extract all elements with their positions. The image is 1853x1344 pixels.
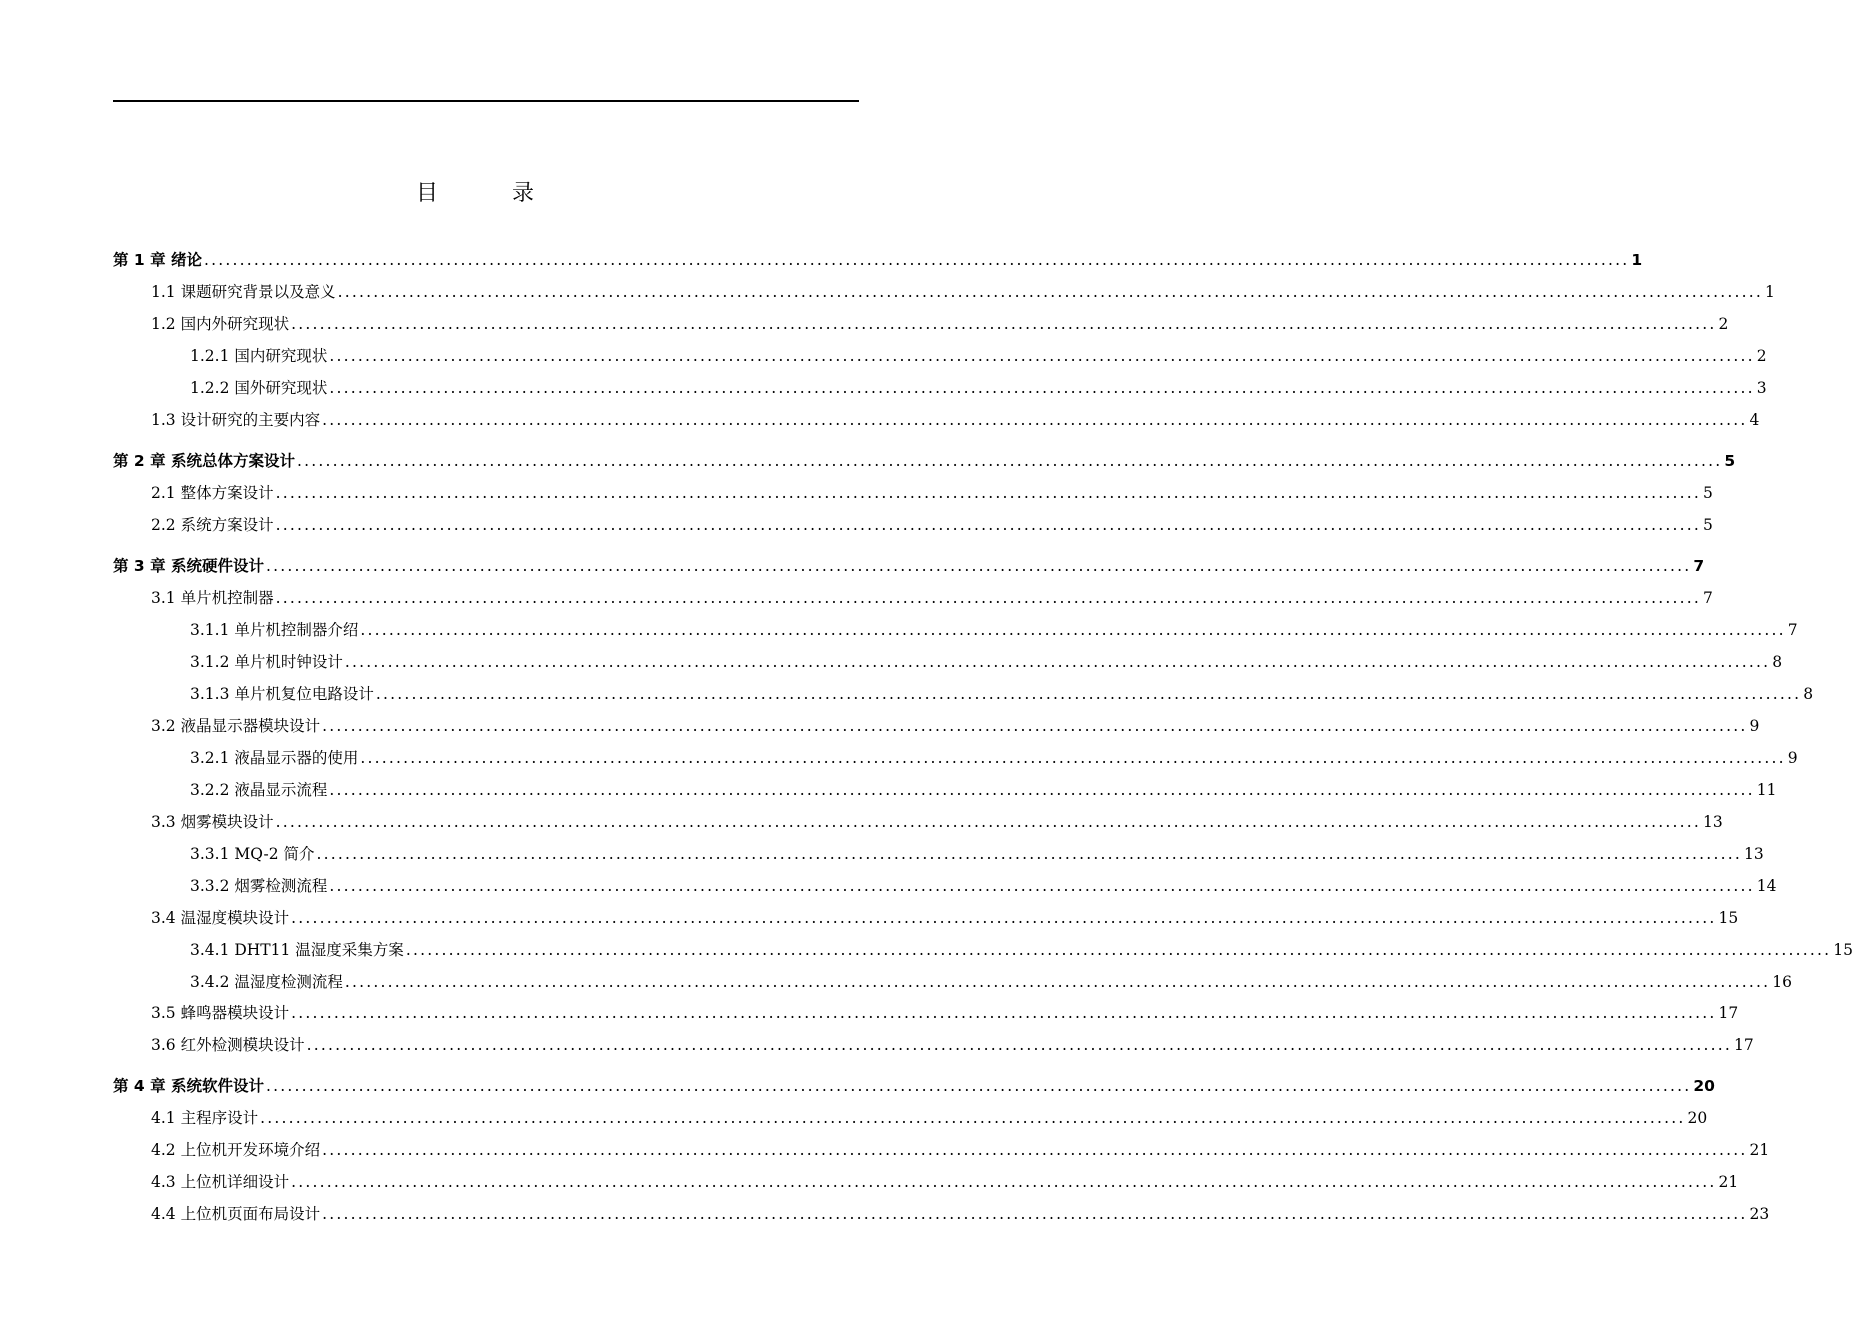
toc-entry-label: 4.1 主程序设计 bbox=[151, 1109, 259, 1127]
toc-page-number: 20 bbox=[1687, 1109, 1708, 1127]
toc-section-entry[interactable] bbox=[151, 907, 1739, 929]
toc-dot-leader: ........................................................................................................................................................................................................ bbox=[375, 685, 1802, 703]
toc-entry-label: 3.4.2 温湿度检测流程 bbox=[190, 973, 343, 991]
toc-entry-label: 第 2 章 系统总体方案设计 bbox=[113, 452, 295, 470]
toc-section-entry[interactable] bbox=[190, 683, 1814, 705]
toc-section-entry[interactable] bbox=[151, 1203, 1770, 1225]
toc-chapter-entry[interactable] bbox=[113, 1075, 1715, 1097]
toc-dot-leader: ........................................................................................................................................................................................................ bbox=[329, 781, 1755, 799]
toc-dot-leader: ........................................................................................................................................................................................................ bbox=[296, 452, 1723, 470]
toc-section-entry[interactable] bbox=[151, 1139, 1770, 1161]
toc-entry-label: 1.2.2 国外研究现状 bbox=[190, 379, 328, 397]
toc-section-entry[interactable] bbox=[190, 619, 1798, 641]
toc-page-number: 20 bbox=[1693, 1077, 1715, 1095]
toc-page-number: 21 bbox=[1718, 1173, 1739, 1191]
toc-entry-label: 第 3 章 系统硬件设计 bbox=[113, 557, 264, 575]
toc-page-number: 15 bbox=[1718, 909, 1739, 927]
toc-page-number: 7 bbox=[1787, 621, 1798, 639]
toc-page-number: 2 bbox=[1756, 347, 1767, 365]
toc-section-entry[interactable] bbox=[151, 409, 1760, 431]
toc-page-number: 17 bbox=[1718, 1004, 1739, 1022]
toc-section-entry[interactable] bbox=[190, 843, 1764, 865]
toc-section-entry[interactable] bbox=[151, 1002, 1739, 1024]
toc-dot-leader: ........................................................................................................................................................................................................ bbox=[203, 251, 1630, 269]
toc-page-number: 21 bbox=[1749, 1141, 1770, 1159]
toc-section-entry[interactable] bbox=[151, 587, 1713, 609]
toc-section-entry[interactable] bbox=[151, 313, 1729, 335]
toc-dot-leader: ........................................................................................................................................................................................................ bbox=[275, 484, 1701, 502]
toc-chapter-entry[interactable] bbox=[113, 555, 1705, 577]
toc-page-number: 7 bbox=[1693, 557, 1705, 575]
toc-entry-label: 3.6 红外检测模块设计 bbox=[151, 1036, 305, 1054]
toc-page-number: 13 bbox=[1743, 845, 1764, 863]
toc-section-entry[interactable] bbox=[190, 939, 1853, 961]
toc-dot-leader: ........................................................................................................................................................................................................ bbox=[291, 315, 1717, 333]
toc-dot-leader: ........................................................................................................................................................................................................ bbox=[337, 283, 1763, 301]
toc-page-number: 8 bbox=[1772, 653, 1783, 671]
toc-entry-label: 3.1 单片机控制器 bbox=[151, 589, 274, 607]
toc-entry-label: 4.4 上位机页面布局设计 bbox=[151, 1205, 321, 1223]
toc-entry-label: 3.1.3 单片机复位电路设计 bbox=[190, 685, 374, 703]
toc-page-number: 8 bbox=[1803, 685, 1814, 703]
toc-entry-label: 3.1.1 单片机控制器介绍 bbox=[190, 621, 359, 639]
toc-dot-leader: ........................................................................................................................................................................................................ bbox=[275, 589, 1701, 607]
toc-title: 目 录 bbox=[415, 181, 560, 206]
toc-entry-label: 3.2.2 液晶显示流程 bbox=[190, 781, 328, 799]
toc-dot-leader: ........................................................................................................................................................................................................ bbox=[329, 877, 1755, 895]
toc-entry-label: 1.2.1 国内研究现状 bbox=[190, 347, 328, 365]
toc-page-number: 4 bbox=[1749, 411, 1760, 429]
toc-entry-label: 3.3.2 烟雾检测流程 bbox=[190, 877, 328, 895]
toc-page-number: 17 bbox=[1733, 1036, 1754, 1054]
toc-section-entry[interactable] bbox=[151, 482, 1713, 504]
toc-dot-leader: ........................................................................................................................................................................................................ bbox=[260, 1109, 1686, 1127]
toc-entry-label: 1.2 国内外研究现状 bbox=[151, 315, 290, 333]
toc-dot-leader: ........................................................................................................................................................................................................ bbox=[291, 1004, 1717, 1022]
toc-dot-leader: ........................................................................................................................................................................................................ bbox=[291, 1173, 1717, 1191]
toc-entry-label: 3.2 液晶显示器模块设计 bbox=[151, 717, 321, 735]
toc-entry-label: 1.1 课题研究背景以及意义 bbox=[151, 283, 336, 301]
toc-chapter-entry[interactable] bbox=[113, 450, 1736, 472]
toc-section-entry[interactable] bbox=[190, 971, 1793, 993]
toc-dot-leader: ........................................................................................................................................................................................................ bbox=[265, 1077, 1692, 1095]
toc-dot-leader: ........................................................................................................................................................................................................ bbox=[322, 1205, 1748, 1223]
toc-section-entry[interactable] bbox=[151, 811, 1723, 833]
toc-entry-label: 1.3 设计研究的主要内容 bbox=[151, 411, 321, 429]
toc-section-entry[interactable] bbox=[190, 651, 1783, 673]
toc-page-number: 5 bbox=[1724, 452, 1736, 470]
toc-entry-label: 3.4.1 DHT11 温湿度采集方案 bbox=[190, 941, 404, 959]
toc-page-number: 7 bbox=[1702, 589, 1713, 607]
toc-section-entry[interactable] bbox=[151, 514, 1713, 536]
toc-section-entry[interactable] bbox=[151, 1171, 1739, 1193]
toc-page-number: 16 bbox=[1772, 973, 1793, 991]
toc-entry-label: 3.1.2 单片机时钟设计 bbox=[190, 653, 343, 671]
toc-page-number: 14 bbox=[1756, 877, 1777, 895]
toc-dot-leader: ........................................................................................................................................................................................................ bbox=[329, 379, 1755, 397]
toc-page-number: 1 bbox=[1764, 283, 1775, 301]
toc-dot-leader: ........................................................................................................................................................................................................ bbox=[275, 516, 1701, 534]
toc-entry-label: 2.1 整体方案设计 bbox=[151, 484, 274, 502]
toc-section-entry[interactable] bbox=[151, 715, 1760, 737]
toc-page-number: 3 bbox=[1756, 379, 1767, 397]
toc-section-entry[interactable] bbox=[190, 747, 1798, 769]
toc-dot-leader: ........................................................................................................................................................................................................ bbox=[322, 1141, 1748, 1159]
toc-dot-leader: ........................................................................................................................................................................................................ bbox=[344, 973, 1771, 991]
toc-page-number: 15 bbox=[1833, 941, 1853, 959]
toc-page-number: 11 bbox=[1756, 781, 1777, 799]
toc-entry-label: 4.2 上位机开发环境介绍 bbox=[151, 1141, 321, 1159]
toc-section-entry[interactable] bbox=[151, 1107, 1708, 1129]
toc-dot-leader: ........................................................................................................................................................................................................ bbox=[329, 347, 1755, 365]
toc-page-number: 2 bbox=[1718, 315, 1729, 333]
toc-dot-leader: ........................................................................................................................................................................................................ bbox=[275, 813, 1701, 831]
toc-entry-label: 3.2.1 液晶显示器的使用 bbox=[190, 749, 359, 767]
toc-dot-leader: ........................................................................................................................................................................................................ bbox=[405, 941, 1832, 959]
toc-dot-leader: ........................................................................................................................................................................................................ bbox=[322, 411, 1748, 429]
toc-dot-leader: ........................................................................................................................................................................................................ bbox=[265, 557, 1692, 575]
toc-entry-label: 4.3 上位机详细设计 bbox=[151, 1173, 290, 1191]
toc-entry-label: 3.5 蜂鸣器模块设计 bbox=[151, 1004, 290, 1022]
toc-entry-label: 第 1 章 绪论 bbox=[113, 251, 202, 269]
toc-section-entry[interactable] bbox=[190, 345, 1767, 367]
toc-page-number: 9 bbox=[1749, 717, 1760, 735]
toc-dot-leader: ........................................................................................................................................................................................................ bbox=[344, 653, 1771, 671]
toc-entry-label: 第 4 章 系统软件设计 bbox=[113, 1077, 264, 1095]
toc-section-entry[interactable] bbox=[190, 377, 1767, 399]
toc-dot-leader: ........................................................................................................................................................................................................ bbox=[360, 749, 1786, 767]
toc-page-number: 13 bbox=[1702, 813, 1723, 831]
toc-section-entry[interactable] bbox=[190, 779, 1777, 801]
toc-section-entry[interactable] bbox=[151, 281, 1775, 303]
toc-dot-leader: ........................................................................................................................................................................................................ bbox=[322, 717, 1748, 735]
toc-dot-leader: ........................................................................................................................................................................................................ bbox=[316, 845, 1742, 863]
toc-page-number: 5 bbox=[1702, 516, 1713, 534]
toc-dot-leader: ........................................................................................................................................................................................................ bbox=[291, 909, 1717, 927]
toc-entry-label: 3.3 烟雾模块设计 bbox=[151, 813, 274, 831]
toc-chapter-entry[interactable] bbox=[113, 249, 1643, 271]
toc-section-entry[interactable] bbox=[151, 1034, 1754, 1056]
toc-page-number: 1 bbox=[1631, 251, 1643, 269]
toc-page-number: 23 bbox=[1749, 1205, 1770, 1223]
toc-entry-label: 2.2 系统方案设计 bbox=[151, 516, 274, 534]
toc-dot-leader: ........................................................................................................................................................................................................ bbox=[360, 621, 1786, 639]
toc-dot-leader: ........................................................................................................................................................................................................ bbox=[306, 1036, 1732, 1054]
toc-page-number: 5 bbox=[1702, 484, 1713, 502]
toc-section-entry[interactable] bbox=[190, 875, 1777, 897]
toc-entry-label: 3.4 温湿度模块设计 bbox=[151, 909, 290, 927]
toc-page-number: 9 bbox=[1787, 749, 1798, 767]
toc-entry-label: 3.3.1 MQ-2 简介 bbox=[190, 845, 315, 863]
